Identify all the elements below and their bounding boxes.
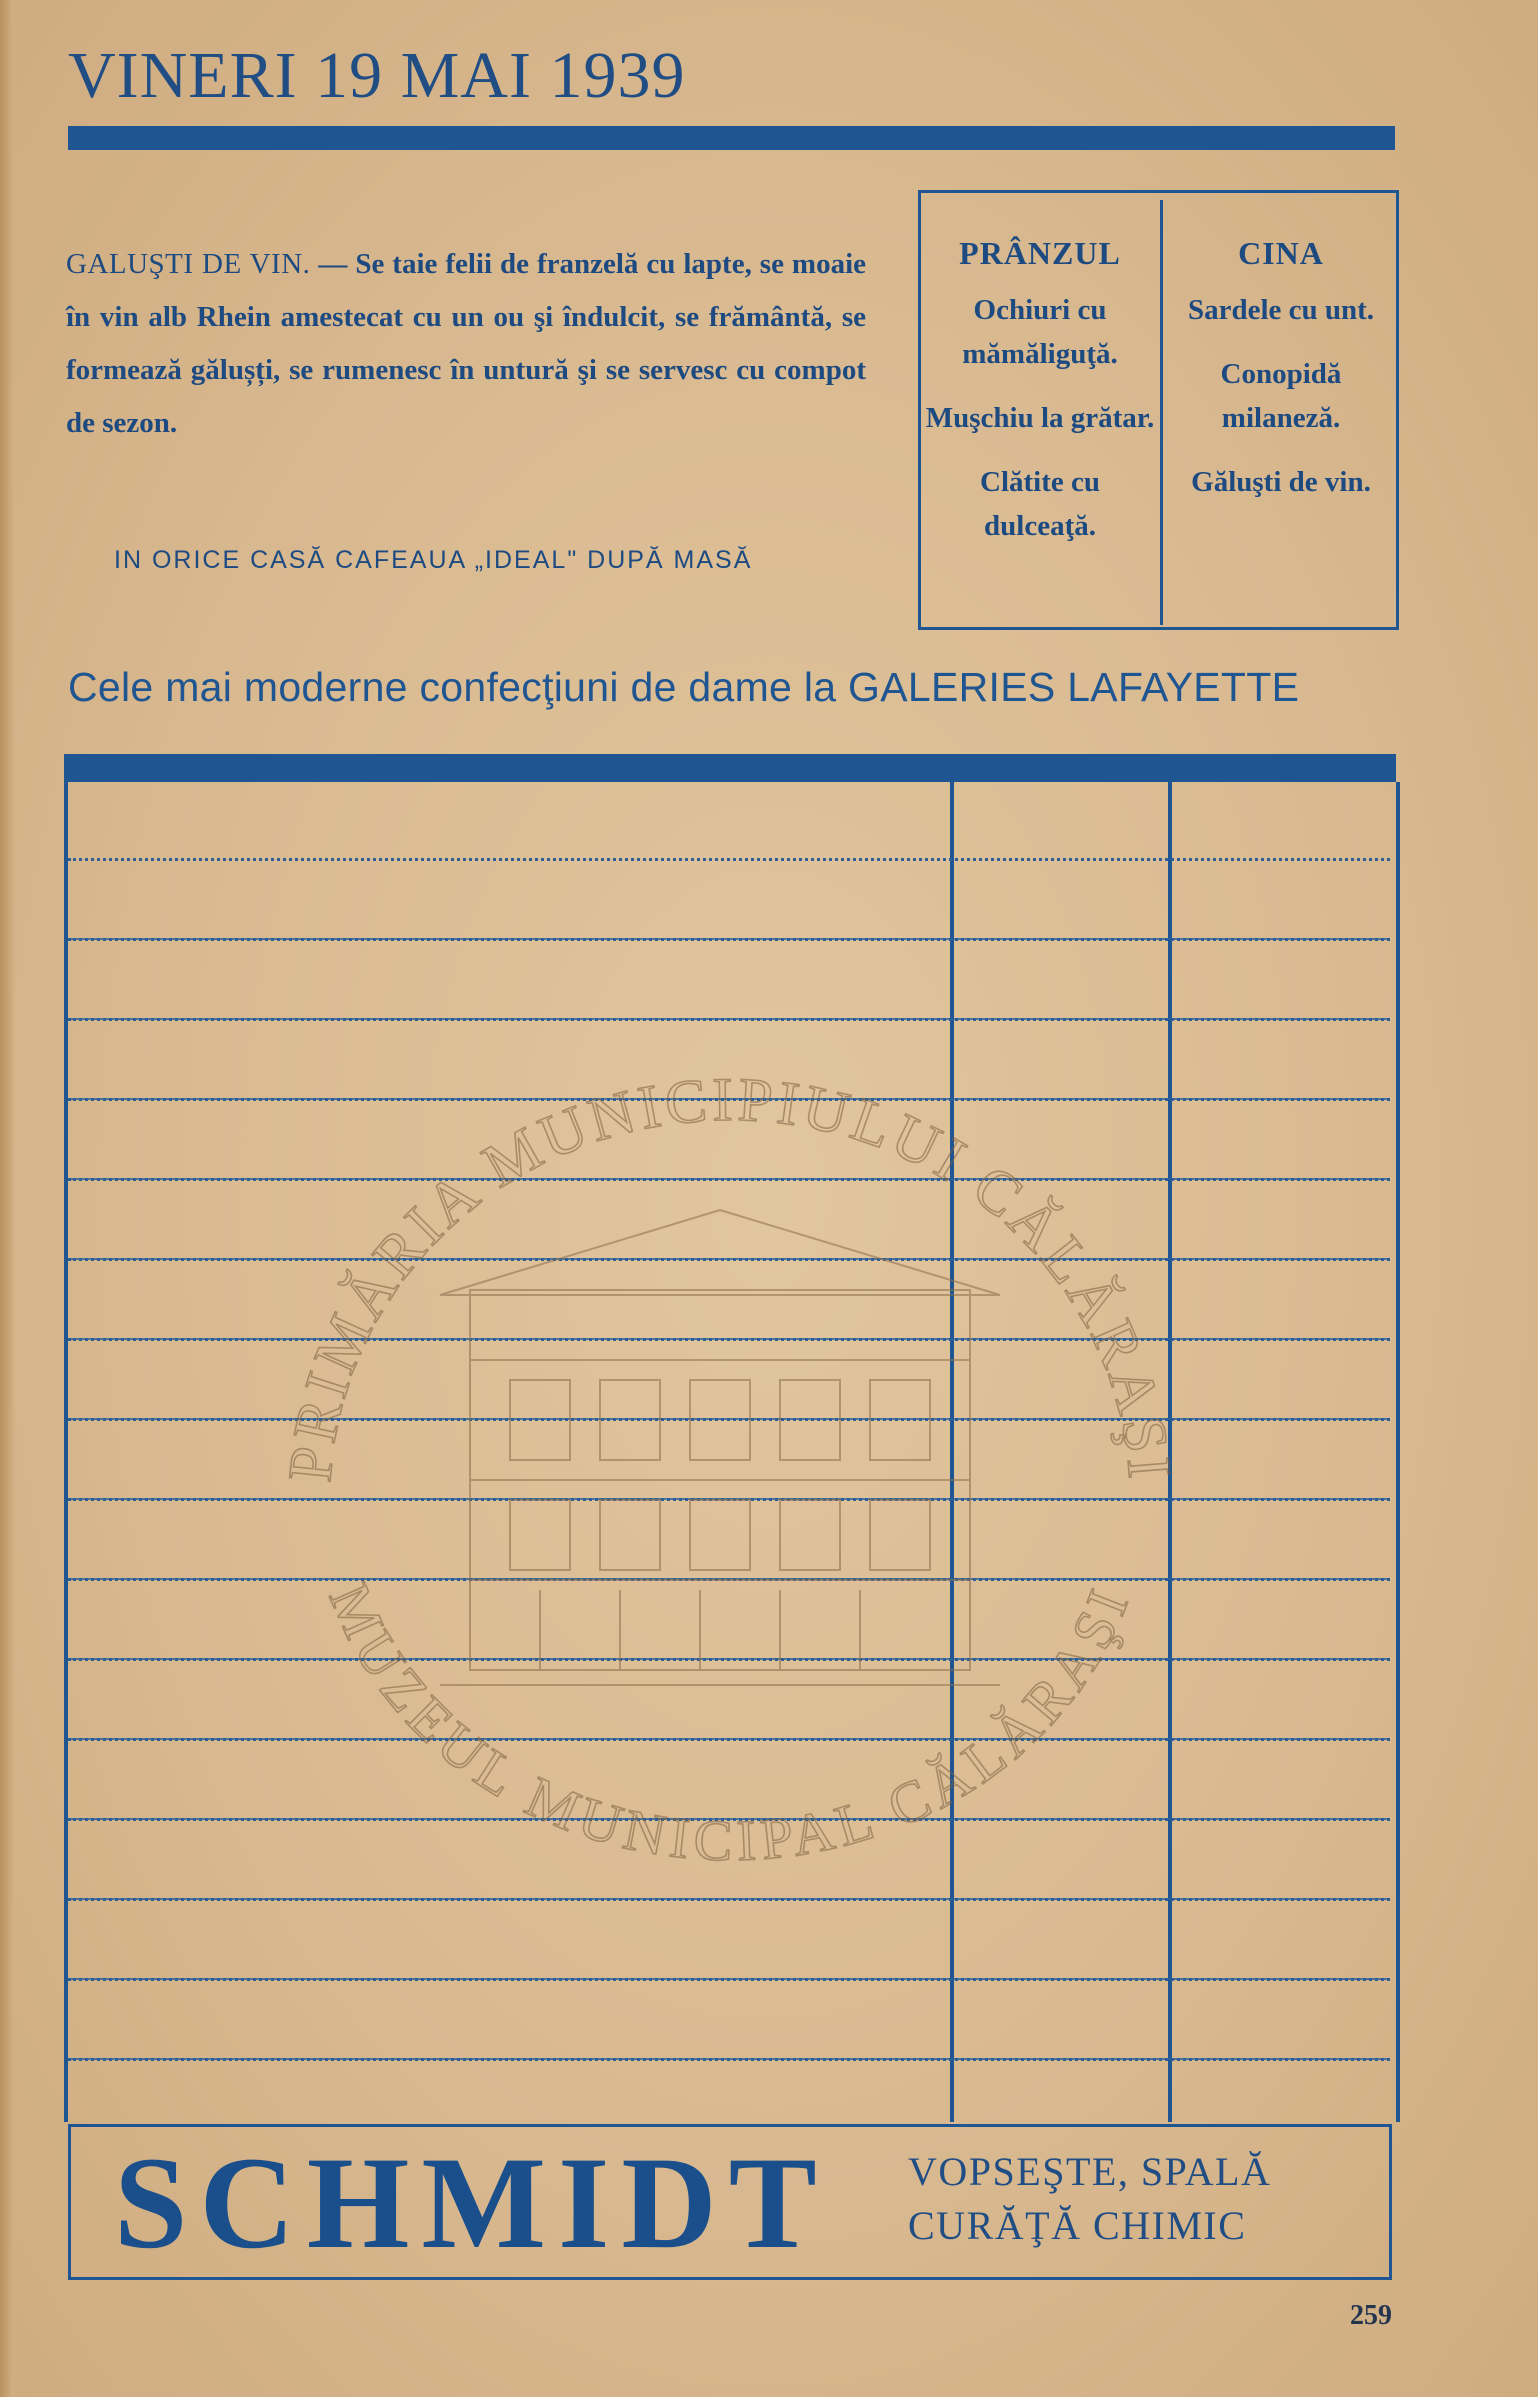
schmidt-advert-tagline: [908, 2145, 1271, 2253]
schmidt-advert-name: SCHMIDT: [114, 2129, 829, 2276]
schmidt-advert-line: VOPSEŞTE, SPALĂ: [908, 2149, 1272, 2194]
menu-dinner-item: Conopidă milaneză.: [1220, 358, 1342, 434]
notes-grid-dotted-line: [68, 858, 1390, 861]
recipe-title: GALUŞTI DE VIN.: [66, 248, 311, 280]
menu-lunch-item: Ochiuri cu mămăliguţă.: [962, 294, 1118, 370]
svg-text:PRIMĂRIA MUNICIPIULUI CĂLĂRAŞI: [276, 1066, 1184, 1485]
page-date-title: VINERI 19 MAI 1939: [68, 39, 686, 112]
notes-grid-dotted-line: [68, 1018, 1390, 1021]
stamp-top-text: PRIMĂRIA MUNICIPIULUI CĂLĂRAŞI: [276, 1065, 1184, 1485]
menu-dinner-item: Găluşti de vin.: [1191, 466, 1371, 498]
menu-lunch-heading: PRÂNZUL: [959, 235, 1121, 271]
galeries-lafayette-advert: Cele mai moderne confecţiuni de dame la GALERIES LAFAYETTE: [68, 664, 1300, 710]
coffee-tagline: IN ORICE CASĂ CAFEAUA „IDEAL" DUPĂ MASĂ: [114, 546, 753, 574]
stamp-building-icon: [440, 1210, 1000, 1685]
header-rule: [68, 126, 1395, 150]
notes-grid-dotted-line: [68, 2058, 1390, 2061]
stamp-bottom-text: MUZEUL MUNICIPAL CĂLĂRAŞI: [316, 1574, 1143, 1874]
recipe-text: [66, 238, 866, 450]
menu-dinner-column: [1163, 235, 1399, 524]
page-binding-edge: [0, 0, 14, 2397]
notes-grid-dotted-line: [68, 1898, 1390, 1901]
notes-grid-header-bar: [64, 754, 1396, 782]
recipe-body: — Se taie felii de franzelă cu lapte, se moaie în vin alb Rhein amestecat cu un ou şi îndulcit, se frământă, se formează gălușți, se rumenesc în untură şi se servesc cu compot de sezon.: [66, 248, 866, 439]
notes-grid-dotted-line: [68, 938, 1390, 941]
menu-lunch-item: Clătite cu dulceaţă.: [980, 466, 1100, 542]
menu-dinner-item: Sardele cu unt.: [1187, 294, 1375, 326]
menu-dinner-heading: CINA: [1238, 235, 1324, 271]
svg-text:MUZEUL MUNICIPAL CĂLĂRAŞI: [317, 1574, 1143, 1873]
notes-grid-dotted-line: [68, 1978, 1390, 1981]
menu-lunch-column: [922, 235, 1158, 568]
schmidt-advert-line: CURĂŢĂ CHIMIC: [908, 2203, 1247, 2248]
menu-lunch-item: Muşchiu la grătar.: [925, 402, 1155, 434]
page-number: 259: [1350, 2300, 1392, 2331]
museum-stamp: [240, 1060, 1220, 1890]
